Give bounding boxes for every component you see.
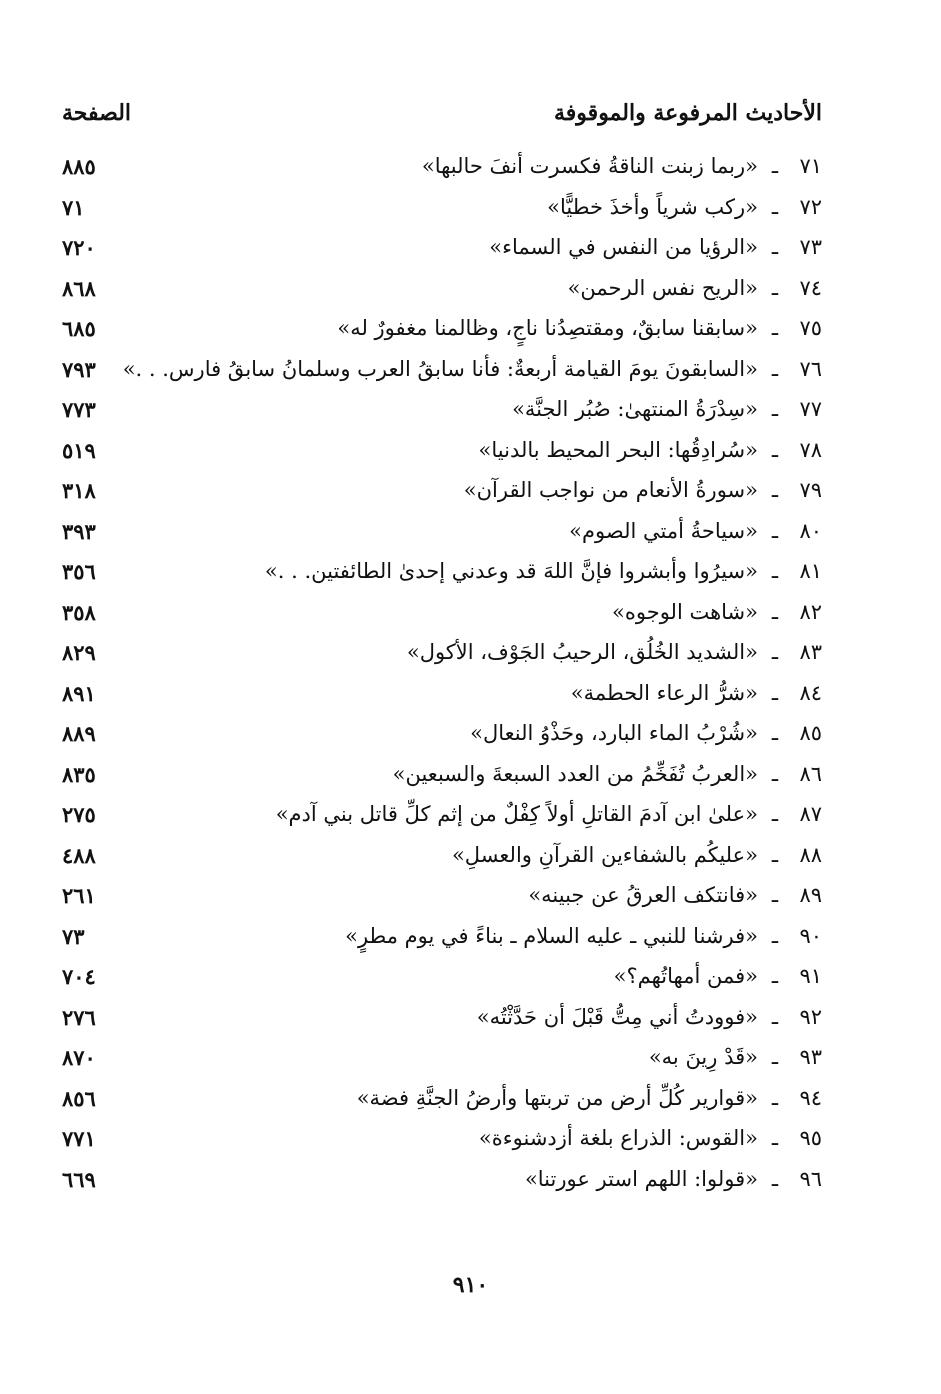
entry-number: ٨٠ xyxy=(799,518,822,543)
entry-dash: ـ xyxy=(771,1045,778,1069)
entry-dash: ـ xyxy=(771,397,778,421)
entry-dash: ـ xyxy=(771,1126,778,1150)
page-reference: ٣٥٦ xyxy=(62,559,96,584)
list-item xyxy=(62,839,822,880)
list-item xyxy=(62,798,822,839)
list-item xyxy=(62,353,822,394)
entry-dash: ـ xyxy=(771,559,778,583)
entry-number: ٧٩ xyxy=(799,478,822,502)
list-item xyxy=(62,1163,822,1204)
list-item xyxy=(62,1082,822,1123)
entry-dash: ـ xyxy=(771,518,778,543)
entry-dash: ـ xyxy=(771,761,778,786)
list-item xyxy=(62,1122,822,1163)
hadith-text: «شرُّ الرعاء الحطمة» xyxy=(570,680,758,705)
page-reference: ٣٩٣ xyxy=(62,518,96,544)
page-column-heading: الصفحة xyxy=(62,100,132,126)
entry-number: ٧٦ xyxy=(799,356,822,381)
hadith-text: «فمن أمهاتُهم؟» xyxy=(613,964,758,988)
entry-number: ٨٣ xyxy=(799,640,822,664)
page-reference: ٧٣ xyxy=(62,923,85,949)
page-reference: ٧١ xyxy=(62,194,85,220)
entry-number: ٨٥ xyxy=(799,721,822,745)
entry-dash: ـ xyxy=(771,883,778,907)
page-reference: ٧٩٣ xyxy=(62,356,96,382)
list-item xyxy=(62,677,822,718)
page-reference: ٦٨٥ xyxy=(62,316,96,341)
entry-dash: ـ xyxy=(771,640,778,664)
hadith-text: «شُرْبُ الماء البارد، وحَذْوُ النعال» xyxy=(470,721,758,745)
entry-dash: ـ xyxy=(771,802,778,826)
page-reference: ٧٧١ xyxy=(62,1126,96,1151)
page-reference: ٣٥٨ xyxy=(62,599,96,625)
hadith-text: «سياحةُ أمتي الصوم» xyxy=(569,518,758,543)
list-item xyxy=(62,393,822,434)
hadith-text: «فرشنا للنبي ـ عليه السلام ـ بناءً في يوم مطرٍ» xyxy=(345,923,758,948)
entry-dash: ـ xyxy=(771,964,778,988)
entry-dash: ـ xyxy=(771,356,778,381)
page-reference: ٨٨٥ xyxy=(62,154,96,179)
entry-number: ٧٥ xyxy=(799,316,822,340)
entry-dash: ـ xyxy=(771,437,778,462)
page-reference: ٨٦٨ xyxy=(62,275,96,301)
list-item xyxy=(62,231,822,272)
entry-dash: ـ xyxy=(771,194,778,219)
entry-dash: ـ xyxy=(771,154,778,178)
page-reference: ٢٧٦ xyxy=(62,1004,96,1030)
entry-dash: ـ xyxy=(771,1166,778,1191)
page-reference: ٨٩١ xyxy=(62,680,96,706)
hadith-text: «الرؤيا من النفس في السماء» xyxy=(489,235,758,259)
entry-number: ٨٢ xyxy=(799,599,822,624)
entry-number: ٧٢ xyxy=(799,194,822,219)
hadith-text: «ركب شرياً وأخذَ خطيًّا» xyxy=(547,194,758,219)
page-reference: ٤٨٨ xyxy=(62,842,96,868)
hadith-text: «فوودتُ أني مِتُّ قَبْلَ أن حَدَّثْتُه» xyxy=(476,1004,758,1029)
list-item xyxy=(62,150,822,191)
entry-dash: ـ xyxy=(771,923,778,948)
entry-number: ٧١ xyxy=(799,154,822,178)
entry-number: ٩٥ xyxy=(799,1126,822,1150)
list-item xyxy=(62,312,822,353)
hadith-text: «ربما زبنت الناقةُ فكسرت أنفَ حالبها» xyxy=(421,154,758,178)
list-item xyxy=(62,272,822,313)
page-reference: ٧٧٣ xyxy=(62,397,96,422)
hadith-text: «قولوا: اللهم استر عورتنا» xyxy=(524,1166,758,1191)
hadith-text: «علىٰ ابن آدمَ القاتلِ أولاً كِفْلٌ من إثم كلِّ قاتل بني آدم» xyxy=(275,802,758,826)
hadith-text: «عليكُم بالشفاءين القرآنِ والعسلِ» xyxy=(451,842,758,867)
list-item xyxy=(62,920,822,961)
hadith-text: «شاهت الوجوه» xyxy=(612,599,758,624)
entry-dash: ـ xyxy=(771,1085,778,1110)
entry-dash: ـ xyxy=(771,599,778,624)
list-item xyxy=(62,434,822,475)
entry-number: ٧٤ xyxy=(799,275,822,300)
list-item xyxy=(62,515,822,556)
entry-dash: ـ xyxy=(771,1004,778,1029)
hadith-text: «سورةُ الأنعام من نواجب القرآن» xyxy=(463,478,758,502)
entry-number: ٨٦ xyxy=(799,761,822,786)
list-item xyxy=(62,1041,822,1082)
list-item xyxy=(62,960,822,1001)
page-reference: ٨٣٥ xyxy=(62,761,96,787)
page-reference: ٢٧٥ xyxy=(62,802,96,827)
hadith-text: «قوارير كُلِّ أرض من تربتها وأرضُ الجنَّةِ فضة» xyxy=(356,1085,758,1110)
hadith-text: «الريح نفس الرحمن» xyxy=(567,275,758,300)
hadith-text: «القوس: الذراع بلغة أزدشنوءة» xyxy=(478,1126,758,1150)
list-item xyxy=(62,1001,822,1042)
page-reference: ٨٢٩ xyxy=(62,640,96,665)
entry-number: ٩٣ xyxy=(799,1045,822,1069)
entry-number: ٧٣ xyxy=(799,235,822,259)
entry-number: ٩٢ xyxy=(799,1004,822,1029)
entry-number: ٩٤ xyxy=(799,1085,822,1110)
page-reference: ٨٥٦ xyxy=(62,1085,96,1111)
entry-dash: ـ xyxy=(771,316,778,340)
page-reference: ٣١٨ xyxy=(62,478,96,503)
entry-number: ٩٦ xyxy=(799,1166,822,1191)
entry-number: ٨٩ xyxy=(799,883,822,907)
hadith-text: «سُرادِقُها: البحر المحيط بالدنيا» xyxy=(478,437,758,462)
entry-dash: ـ xyxy=(771,721,778,745)
list-item xyxy=(62,636,822,677)
entry-dash: ـ xyxy=(771,842,778,867)
list-item xyxy=(62,555,822,596)
page-header xyxy=(62,100,822,140)
page-number: ٩١٠ xyxy=(452,1272,489,1298)
hadith-text: «العربُ تُفَخِّمُ من العدد السبعةَ والسبعين» xyxy=(392,761,758,786)
hadith-text: «سِدْرَةُ المنتهىٰ: صُبُر الجنَّة» xyxy=(512,397,758,421)
section-title: الأحاديث المرفوعة والموقوفة xyxy=(554,100,822,126)
page-reference: ٦٦٩ xyxy=(62,1166,96,1192)
page-reference: ٢٦١ xyxy=(62,883,96,908)
entry-number: ٨٨ xyxy=(799,842,822,867)
hadith-text: «قَدْ رِينَ به» xyxy=(648,1045,758,1069)
entry-number: ٧٨ xyxy=(799,437,822,462)
page-reference: ٧٠٤ xyxy=(62,964,96,989)
entry-number: ٩٠ xyxy=(799,923,822,948)
page-reference: ٨٧٠ xyxy=(62,1045,96,1070)
entry-number: ٩١ xyxy=(799,964,822,988)
entry-number: ٨١ xyxy=(799,559,822,583)
entry-number: ٨٤ xyxy=(799,680,822,705)
hadith-text: «فانتكف العرقُ عن جبينه» xyxy=(528,883,758,907)
hadith-text: «سابقنا سابقٌ، ومقتصِدُنا ناجٍ، وظالمنا مغفورٌ له» xyxy=(337,316,758,340)
page-reference: ٨٨٩ xyxy=(62,721,96,746)
list-item xyxy=(62,596,822,637)
entry-number: ٨٧ xyxy=(799,802,822,826)
hadith-text: «الشديد الخُلُق، الرحيبُ الجَوْف، الأكول» xyxy=(406,640,758,664)
entry-dash: ـ xyxy=(771,680,778,705)
entry-dash: ـ xyxy=(771,275,778,300)
entry-number: ٧٧ xyxy=(799,397,822,421)
list-item xyxy=(62,717,822,758)
hadith-text: «سيرُوا وأبشروا فإنَّ اللهَ قد وعدني إحدىٰ الطائفتين. . .» xyxy=(264,559,758,583)
list-item xyxy=(62,879,822,920)
list-item xyxy=(62,474,822,515)
page-reference: ٥١٩ xyxy=(62,437,96,463)
page-reference: ٧٢٠ xyxy=(62,235,96,260)
hadith-text: «السابقونَ يومَ القيامة أربعةٌ: فأنا سابقُ العرب وسلمانُ سابقُ فارس. . .» xyxy=(122,356,758,381)
entry-dash: ـ xyxy=(771,235,778,259)
list-item xyxy=(62,191,822,232)
hadith-index-list xyxy=(62,150,822,1203)
entry-dash: ـ xyxy=(771,478,778,502)
list-item xyxy=(62,758,822,799)
